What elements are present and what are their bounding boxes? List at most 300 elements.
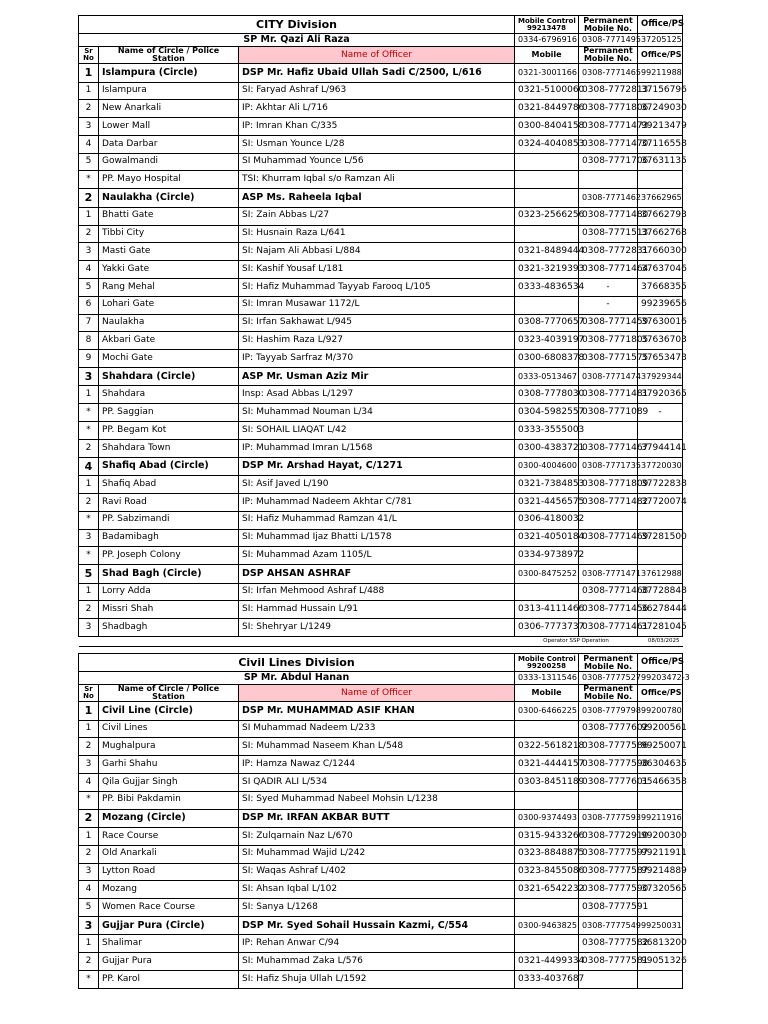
superintendent-row [79, 672, 683, 685]
officer-mobile: 0323-8848875 [515, 845, 579, 863]
station-row [79, 935, 683, 953]
station-row [79, 953, 683, 971]
permanent-mobile: 0308-7777586 [579, 738, 638, 756]
office-phone: 99211911 [638, 845, 683, 863]
police-station-name: Ravi Road [99, 493, 239, 511]
operator-label: Operator SSP Operation [543, 637, 609, 644]
serial-number: 3 [79, 118, 99, 136]
serial-number: 1 [79, 935, 99, 953]
office-phone: 99200780 [638, 702, 683, 721]
officer-mobile: 0321-5100060 [515, 82, 579, 100]
officer-mobile: 0321-7384853 [515, 476, 579, 494]
mobile-header: Mobile [515, 47, 579, 64]
permanent-mobile: 0308-7771465 [579, 64, 638, 83]
police-station-name: PP. Saggian [99, 404, 239, 422]
serial-number: 1 [79, 476, 99, 494]
officer-name: SI: Ahsan Iqbal L/102 [239, 881, 515, 899]
sr-header: Sr No [79, 47, 99, 64]
officer-mobile: 0321-3219393 [515, 261, 579, 279]
circle-name: Islampura (Circle) [99, 64, 239, 83]
police-station-name: Lower Mall [99, 118, 239, 136]
serial-number: 1 [79, 583, 99, 601]
serial-number: 4 [79, 135, 99, 153]
serial-number: 3 [79, 619, 99, 637]
serial-number: 2 [79, 953, 99, 971]
permanent-mobile: 0308-7771513 [579, 225, 638, 243]
officer-mobile [515, 189, 579, 208]
station-row [79, 773, 683, 791]
officer-mobile: 0321-4444157 [515, 756, 579, 774]
office-phone: 37668355 [638, 278, 683, 296]
office-ps-header: Office/PS [638, 16, 683, 34]
serial-number: 5 [79, 899, 99, 917]
officer-name: DSP Mr. Syed Sohail Hussain Kazmi, C/554 [239, 916, 515, 935]
permanent-mobile: 0308-7777601 [579, 773, 638, 791]
officer-name: IP: Akhtar Ali L/716 [239, 100, 515, 118]
office-phone: 36813200 [638, 935, 683, 953]
permanent-mobile: 0308-7771809 [579, 476, 638, 494]
permanent-mobile: 0308-7777591 [579, 899, 638, 917]
police-station-name: Qila Gujjar Singh [99, 773, 239, 791]
officer-name: SI: Kashif Yousaf L/181 [239, 261, 515, 279]
officer-mobile: 0300-6466225 [515, 702, 579, 721]
permanent-mobile-header: Permanent Mobile No. [579, 16, 638, 34]
serial-number: 1 [79, 64, 99, 83]
station-row [79, 243, 683, 261]
station-row [79, 881, 683, 899]
serial-number: 2 [79, 809, 99, 828]
office-phone: 37637046 [638, 261, 683, 279]
officer-mobile: 0300-9463825 [515, 916, 579, 935]
officer-mobile: 0333-4836534 [515, 278, 579, 296]
officer-name: SI Muhammad Younce L/56 [239, 153, 515, 171]
circle-row [79, 916, 683, 935]
permanent-mobile: 0308-7771474 [579, 367, 638, 386]
circle-row [79, 702, 683, 721]
circle-name: Gujjar Pura (Circle) [99, 916, 239, 935]
officer-mobile: 0334-9738972 [515, 547, 579, 565]
superintendent-office: 99203472-3 [638, 672, 683, 685]
station-row [79, 404, 683, 422]
division-title: Civil Lines Division [79, 654, 515, 672]
officer-mobile: 0323-2566256 [515, 207, 579, 225]
police-station-name: Masti Gate [99, 243, 239, 261]
serial-number: 2 [79, 493, 99, 511]
police-station-name: New Anarkali [99, 100, 239, 118]
police-directory-table [78, 15, 690, 989]
serial-number: 5 [79, 153, 99, 171]
police-station-name: PP. Bibi Pakdamin [99, 791, 239, 809]
permanent-mobile: 0308-7771467 [579, 439, 638, 457]
serial-number: 9 [79, 350, 99, 368]
mobile-control-number: 99200258 [527, 661, 567, 670]
office-header: Office/PS [638, 47, 683, 64]
officer-name: SI: Hafiz Muhammad Ramzan 41/L [239, 511, 515, 529]
serial-number: 4 [79, 457, 99, 476]
permanent-mobile [579, 171, 638, 189]
office-phone: 37281500 [638, 529, 683, 547]
serial-number: * [79, 404, 99, 422]
mobile-control-label: Mobile Control [518, 654, 576, 663]
circle-name: Mozang (Circle) [99, 809, 239, 828]
police-station-name: Badamibagh [99, 529, 239, 547]
office-phone [638, 791, 683, 809]
superintendent-name: SP Mr. Abdul Hanan [79, 672, 515, 685]
office-phone: 37116558 [638, 135, 683, 153]
office-phone: 37320565 [638, 881, 683, 899]
officer-name: DSP AHSAN ASHRAF [239, 565, 515, 584]
station-row [79, 619, 683, 637]
station-row [79, 756, 683, 774]
officer-name: TSI: Khurram Iqbal s/o Ramzan Ali [239, 171, 515, 189]
serial-number: 4 [79, 261, 99, 279]
officer-mobile: 0324-4040853 [515, 135, 579, 153]
officer-header: Name of Officer [239, 685, 515, 702]
permanent-mobile: 0308-7777582 [579, 935, 638, 953]
permanent-mobile: 0308-7771456 [579, 601, 638, 619]
station-row [79, 738, 683, 756]
permanent-mobile: 0308-7771806 [579, 100, 638, 118]
permanent-mobile: 0308-7777597 [579, 845, 638, 863]
office-phone: 37660300 [638, 243, 683, 261]
superintendent-mobile: 0333-1311546 [515, 672, 579, 685]
office-phone: 35466358 [638, 773, 683, 791]
officer-name: SI: Zulqarnain Naz L/670 [239, 828, 515, 846]
note-spacer [79, 637, 515, 647]
officer-mobile: 0323-4039197 [515, 332, 579, 350]
serial-number: 2 [79, 845, 99, 863]
permanent-mobile [579, 791, 638, 809]
division-title-row [79, 16, 683, 34]
station-row [79, 296, 683, 314]
serial-number: 3 [79, 367, 99, 386]
office-phone: 37156796 [638, 82, 683, 100]
officer-name: IP: Muhammad Imran L/1568 [239, 439, 515, 457]
circle-name: Naulakha (Circle) [99, 189, 239, 208]
officer-name: DSP Mr. IRFAN AKBAR BUTT [239, 809, 515, 828]
permanent-mobile [579, 511, 638, 529]
office-header: Office/PS [638, 685, 683, 702]
police-station-name: Gowalmandi [99, 153, 239, 171]
column-header-row [79, 47, 683, 64]
officer-name: SI: Najam Ali Abbasi L/884 [239, 243, 515, 261]
station-row [79, 314, 683, 332]
police-station-name: Mochi Gate [99, 350, 239, 368]
serial-number: 1 [79, 82, 99, 100]
officer-name: SI: SOHAIL LIAQAT L/42 [239, 422, 515, 440]
permanent-mobile-header: Permanent Mobile No. [579, 654, 638, 672]
office-phone: 99200300 [638, 828, 683, 846]
mobile-control-cell [515, 16, 579, 34]
circle-row [79, 64, 683, 83]
permanent-mobile: 0308-7772910 [579, 828, 638, 846]
office-phone: 37720030 [638, 457, 683, 476]
permanent-mobile: 0308-7771480 [579, 207, 638, 225]
station-row [79, 547, 683, 565]
serial-number: 2 [79, 439, 99, 457]
permanent-mobile: 0308-7777549 [579, 916, 638, 935]
officer-name: SI: Faryad Ashraf L/963 [239, 82, 515, 100]
serial-number: 5 [79, 278, 99, 296]
officer-name: SI: Irfan Sakhawat L/945 [239, 314, 515, 332]
circle-name: Shad Bagh (Circle) [99, 565, 239, 584]
office-phone: 99239656 [638, 296, 683, 314]
officer-name: Insp: Asad Abbas L/1297 [239, 386, 515, 404]
permanent-mobile: 0308-7771468 [579, 583, 638, 601]
permanent-mobile: 0308-7771482 [579, 493, 638, 511]
office-phone: 36278444 [638, 601, 683, 619]
serial-number: 5 [79, 565, 99, 584]
serial-number: * [79, 971, 99, 989]
serial-number: 3 [79, 756, 99, 774]
superintendent-row [79, 34, 683, 47]
officer-mobile: 0300-6808378 [515, 350, 579, 368]
station-row [79, 261, 683, 279]
note-row [79, 637, 683, 647]
police-station-name: Shadbagh [99, 619, 239, 637]
office-phone: 37653473 [638, 350, 683, 368]
police-station-name: Lohari Gate [99, 296, 239, 314]
serial-number: 1 [79, 720, 99, 738]
officer-name: SI: Muhammad Zaka L/576 [239, 953, 515, 971]
officer-mobile: 0300-4004600 [515, 457, 579, 476]
officer-name: SI: Muhammad Wajid L/242 [239, 845, 515, 863]
serial-number: 3 [79, 243, 99, 261]
circle-row [79, 189, 683, 208]
office-phone: 37662965 [638, 189, 683, 208]
officer-name: SI: Imran Musawar 1172/L [239, 296, 515, 314]
officer-mobile: 0300-4383721 [515, 439, 579, 457]
permanent-mobile: 0308-7777598 [579, 756, 638, 774]
office-phone: 37944141 [638, 439, 683, 457]
officer-mobile [515, 720, 579, 738]
officer-mobile: 0321-8449786 [515, 100, 579, 118]
serial-number: 3 [79, 916, 99, 935]
police-station-name: PP. Sabzimandi [99, 511, 239, 529]
gap-row [79, 647, 683, 654]
serial-number: 2 [79, 738, 99, 756]
officer-mobile: 0321-6542232 [515, 881, 579, 899]
mobile-control-number: 99213478 [527, 23, 567, 32]
officer-name: SI: Waqas Ashraf L/402 [239, 863, 515, 881]
circle-row [79, 565, 683, 584]
note-date: 08/03/2025 [647, 637, 680, 644]
officer-mobile: 0322-5618218 [515, 738, 579, 756]
officer-mobile: 0333-0513467 [515, 367, 579, 386]
serial-number: * [79, 171, 99, 189]
station-row [79, 583, 683, 601]
permanent-mobile: 0308-7771706 [579, 153, 638, 171]
officer-name: IP: Muhammad Nadeem Akhtar C/781 [239, 493, 515, 511]
officer-mobile: 0321-4050184 [515, 529, 579, 547]
superintendent-permanent-mobile: 0308-7771495 [579, 34, 638, 47]
officer-mobile [515, 583, 579, 601]
officer-name: SI: Muhammad Ijaz Bhatti L/1578 [239, 529, 515, 547]
officer-name: SI QADIR ALI L/534 [239, 773, 515, 791]
officer-mobile [515, 171, 579, 189]
station-row [79, 971, 683, 989]
office-phone: 99214889 [638, 863, 683, 881]
mobile-control-cell [515, 654, 579, 672]
officer-mobile: 0313-4111466 [515, 601, 579, 619]
circle-row [79, 809, 683, 828]
officer-mobile: 0306-4180032 [515, 511, 579, 529]
office-phone: 99200561 [638, 720, 683, 738]
station-row [79, 422, 683, 440]
superintendent-permanent-mobile: 0308-7777527 [579, 672, 638, 685]
permanent-mobile: - [579, 278, 638, 296]
officer-mobile: 0333-3555003 [515, 422, 579, 440]
permanent-mobile: 0308-7777593 [579, 809, 638, 828]
police-station-name: Rang Mehal [99, 278, 239, 296]
permanent-mobile: 0308-7771470 [579, 135, 638, 153]
officer-name: SI: Muhammad Azam 1105/L [239, 547, 515, 565]
station-row [79, 118, 683, 136]
officer-mobile: 0321-4456575 [515, 493, 579, 511]
permanent-mobile: 0308-7771481 [579, 386, 638, 404]
officer-name: ASP Mr. Usman Aziz Mir [239, 367, 515, 386]
permanent-mobile: 0308-7772813 [579, 82, 638, 100]
office-phone: 99051326 [638, 953, 683, 971]
police-station-name: PP. Joseph Colony [99, 547, 239, 565]
station-row [79, 828, 683, 846]
column-header-row [79, 685, 683, 702]
police-station-name: Garhi Shahu [99, 756, 239, 774]
division-title-row [79, 654, 683, 672]
office-phone: 37662768 [638, 225, 683, 243]
police-station-name: Mozang [99, 881, 239, 899]
station-row [79, 100, 683, 118]
office-phone: 37249030 [638, 100, 683, 118]
station-row [79, 845, 683, 863]
police-station-name: Old Anarkali [99, 845, 239, 863]
police-station-name: Gujjar Pura [99, 953, 239, 971]
serial-number: 7 [79, 314, 99, 332]
permanent-mobile: 0308-7777581 [579, 953, 638, 971]
serial-number: 2 [79, 225, 99, 243]
station-row [79, 511, 683, 529]
office-phone [638, 547, 683, 565]
circle-name: Shafiq Abad (Circle) [99, 457, 239, 476]
station-row [79, 82, 683, 100]
officer-mobile: 0300-8475252 [515, 565, 579, 584]
station-row [79, 899, 683, 917]
circle-name: Shahdara (Circle) [99, 367, 239, 386]
officer-name: DSP Mr. MUHAMMAD ASIF KHAN [239, 702, 515, 721]
permanent-mobile: 0308-7777602 [579, 720, 638, 738]
officer-name: SI: Zain Abbas L/27 [239, 207, 515, 225]
serial-number: 2 [79, 100, 99, 118]
officer-name: SI: Muhammad Naseem Khan L/548 [239, 738, 515, 756]
office-phone: 99250031 [638, 916, 683, 935]
officer-name: ASP Ms. Raheela Iqbal [239, 189, 515, 208]
police-station-name: Missri Shah [99, 601, 239, 619]
serial-number: 6 [79, 296, 99, 314]
officer-name: DSP Mr. Arshad Hayat, C/1271 [239, 457, 515, 476]
office-phone: 99250071 [638, 738, 683, 756]
serial-number: 8 [79, 332, 99, 350]
officer-mobile [515, 791, 579, 809]
office-phone: 37929344 [638, 367, 683, 386]
police-station-name: Islampura [99, 82, 239, 100]
serial-number: * [79, 547, 99, 565]
office-phone: 99211916 [638, 809, 683, 828]
permanent-header: Permanent Mobile No. [579, 685, 638, 702]
police-station-name: Women Race Course [99, 899, 239, 917]
superintendent-mobile: 0334-6796916 [515, 34, 579, 47]
superintendent-office: 37205125 [638, 34, 683, 47]
officer-mobile: 0315-9433266 [515, 828, 579, 846]
office-phone: 37920365 [638, 386, 683, 404]
circle-name: Civil Line (Circle) [99, 702, 239, 721]
permanent-mobile: 0308-7771471 [579, 565, 638, 584]
circle-row [79, 457, 683, 476]
officer-name: IP: Tayyab Sarfraz M/370 [239, 350, 515, 368]
office-phone [638, 171, 683, 189]
serial-number: 4 [79, 773, 99, 791]
office-phone: 37720074 [638, 493, 683, 511]
station-row [79, 350, 683, 368]
officer-mobile: 0308-7770657 [515, 314, 579, 332]
circle-name-header: Name of Circle / Police Station [99, 685, 239, 702]
police-station-name: Data Darbar [99, 135, 239, 153]
officer-mobile: 0300-9374493 [515, 809, 579, 828]
officer-mobile [515, 899, 579, 917]
officer-name: SI: Hammad Hussain L/91 [239, 601, 515, 619]
police-station-name: Yakki Gate [99, 261, 239, 279]
office-phone [638, 971, 683, 989]
civil-lines-division-section [79, 653, 690, 989]
office-phone: 37722838 [638, 476, 683, 494]
office-phone: 99213479 [638, 118, 683, 136]
station-row [79, 135, 683, 153]
police-station-name: Shahdara [99, 386, 239, 404]
serial-number: 2 [79, 601, 99, 619]
station-row [79, 476, 683, 494]
serial-number: 1 [79, 207, 99, 225]
officer-name: DSP Mr. Hafiz Ubaid Ullah Sadi C/2500, L/616 [239, 64, 515, 83]
office-phone: 37631135 [638, 153, 683, 171]
police-station-name: Bhatti Gate [99, 207, 239, 225]
superintendent-name: SP Mr. Qazi Ali Raza [79, 34, 515, 47]
officer-name: SI: Irfan Mehmood Ashraf L/488 [239, 583, 515, 601]
officer-name: SI: Hafiz Shuja Ullah L/1592 [239, 971, 515, 989]
sr-header: Sr No [79, 685, 99, 702]
police-station-name: Lorry Adda [99, 583, 239, 601]
station-row [79, 225, 683, 243]
officer-name: SI Muhammad Nadeem L/233 [239, 720, 515, 738]
serial-number: 3 [79, 529, 99, 547]
officer-mobile: 0321-8489444 [515, 243, 579, 261]
police-station-name: PP. Karol [99, 971, 239, 989]
police-station-name: Mughalpura [99, 738, 239, 756]
officer-mobile: 0308-7778030 [515, 386, 579, 404]
office-phone [638, 511, 683, 529]
station-row [79, 529, 683, 547]
permanent-mobile: 0308-7771469 [579, 529, 638, 547]
serial-number: * [79, 511, 99, 529]
serial-number: 2 [79, 189, 99, 208]
permanent-mobile: 0308-7771473 [579, 118, 638, 136]
mobile-header: Mobile [515, 685, 579, 702]
circle-row [79, 367, 683, 386]
station-row [79, 153, 683, 171]
permanent-mobile [579, 547, 638, 565]
station-row [79, 439, 683, 457]
permanent-mobile: 0308-7772831 [579, 243, 638, 261]
office-phone: 37612988 [638, 565, 683, 584]
permanent-mobile [579, 422, 638, 440]
